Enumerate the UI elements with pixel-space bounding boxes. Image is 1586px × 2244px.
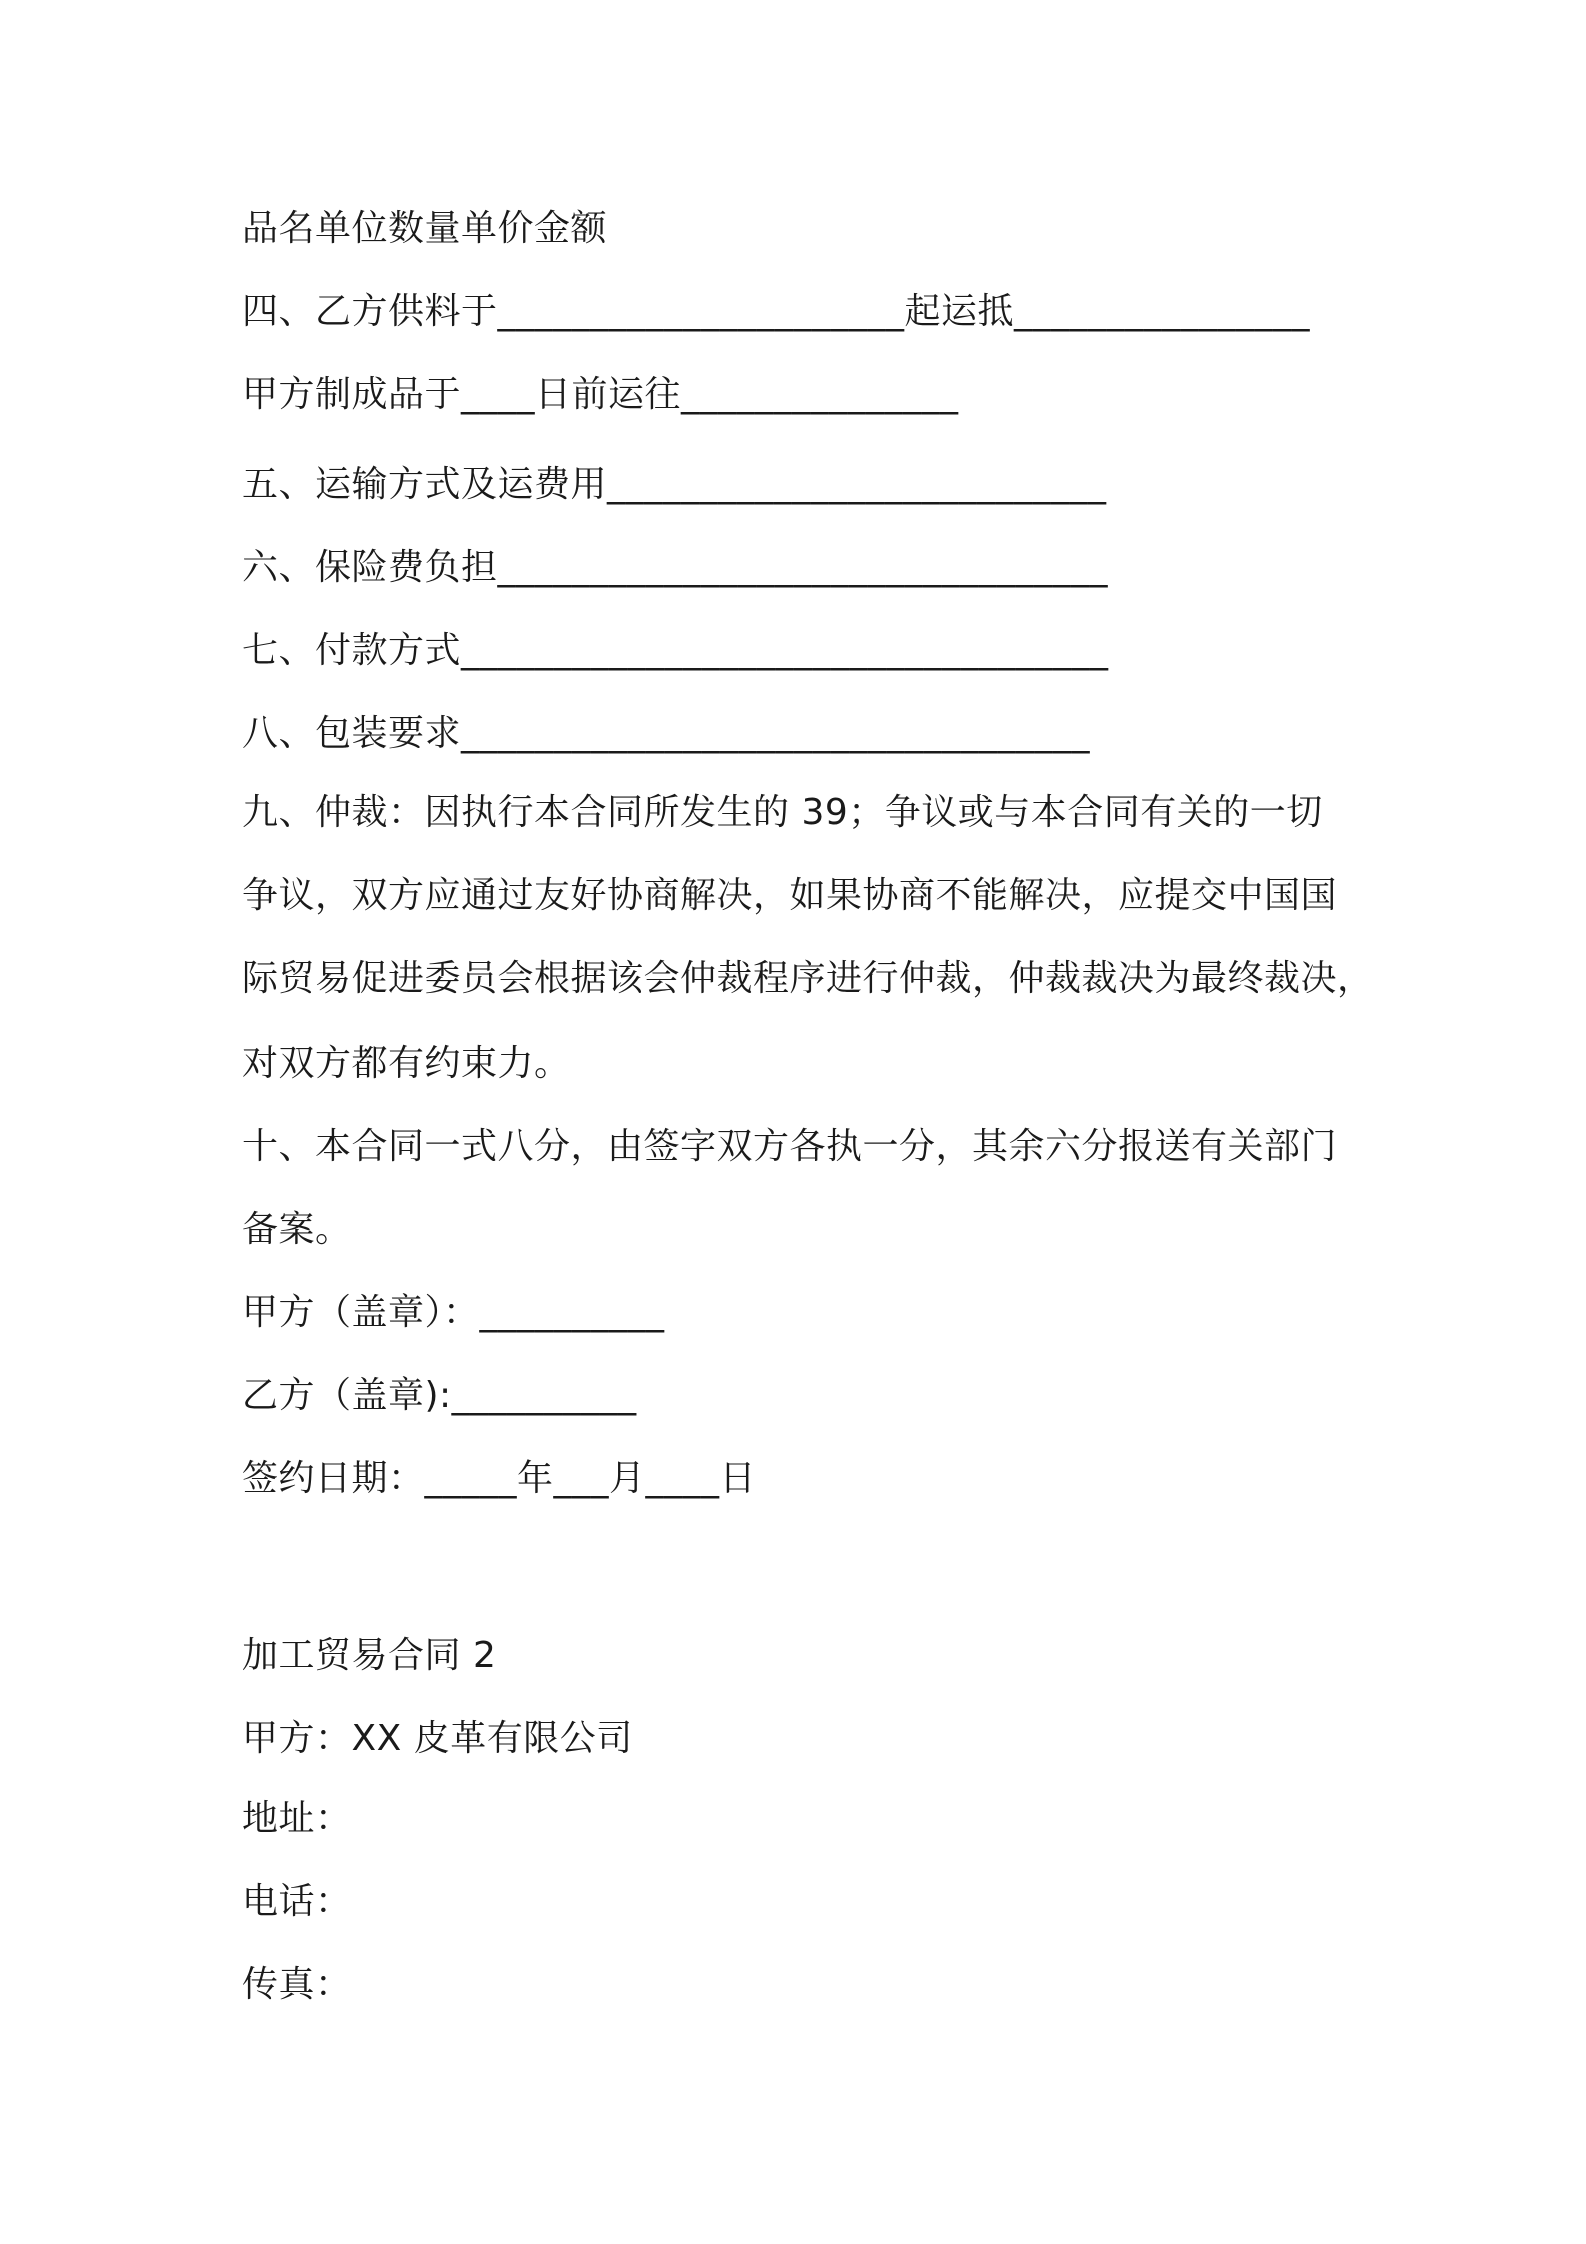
fax-label: 传真： bbox=[242, 1964, 352, 2005]
clause-4-delivery: 甲方制成品于____日前运往_______________ bbox=[242, 374, 959, 415]
signing-date-line: 签约日期：_____年___月____日 bbox=[242, 1458, 757, 1499]
clause-7-payment: 七、付款方式___________________________________ bbox=[242, 630, 1109, 671]
clause-10-copies-line-2: 备案。 bbox=[242, 1209, 352, 1250]
clause-10-copies-line-1: 十、本合同一式八分，由签字双方各执一分，其余六分报送有关部门 bbox=[242, 1126, 1338, 1167]
clause-5-transport: 五、运输方式及运费用___________________________ bbox=[242, 464, 1107, 505]
party-b-seal-line: 乙方（盖章):__________ bbox=[242, 1375, 637, 1416]
clause-6-insurance: 六、保险费负担_________________________________ bbox=[242, 547, 1109, 588]
phone-label: 电话： bbox=[242, 1881, 352, 1922]
clause-9-arbitration-line-3: 际贸易促进委员会根据该会仲裁程序进行仲裁，仲裁裁决为最终裁决， bbox=[242, 958, 1374, 999]
clause-8-packaging: 八、包装要求__________________________________ bbox=[242, 713, 1091, 754]
address-label: 地址： bbox=[242, 1798, 352, 1839]
clause-9-arbitration-line-4: 对双方都有约束力。 bbox=[242, 1043, 571, 1084]
product-table-header: 品名单位数量单价金额 bbox=[242, 208, 608, 249]
clause-4-supply: 四、乙方供料于______________________起运抵________________ bbox=[242, 291, 1311, 332]
contract-2-title: 加工贸易合同 2 bbox=[242, 1635, 497, 1676]
clause-9-arbitration-line-1: 九、仲裁：因执行本合同所发生的 39；争议或与本合同有关的一切 bbox=[242, 792, 1323, 833]
party-a-name: 甲方：XX 皮革有限公司 bbox=[242, 1718, 633, 1759]
party-a-seal-line: 甲方（盖章）：__________ bbox=[242, 1292, 665, 1333]
clause-9-arbitration-line-2: 争议，双方应通过友好协商解决，如果协商不能解决，应提交中国国 bbox=[242, 875, 1338, 916]
